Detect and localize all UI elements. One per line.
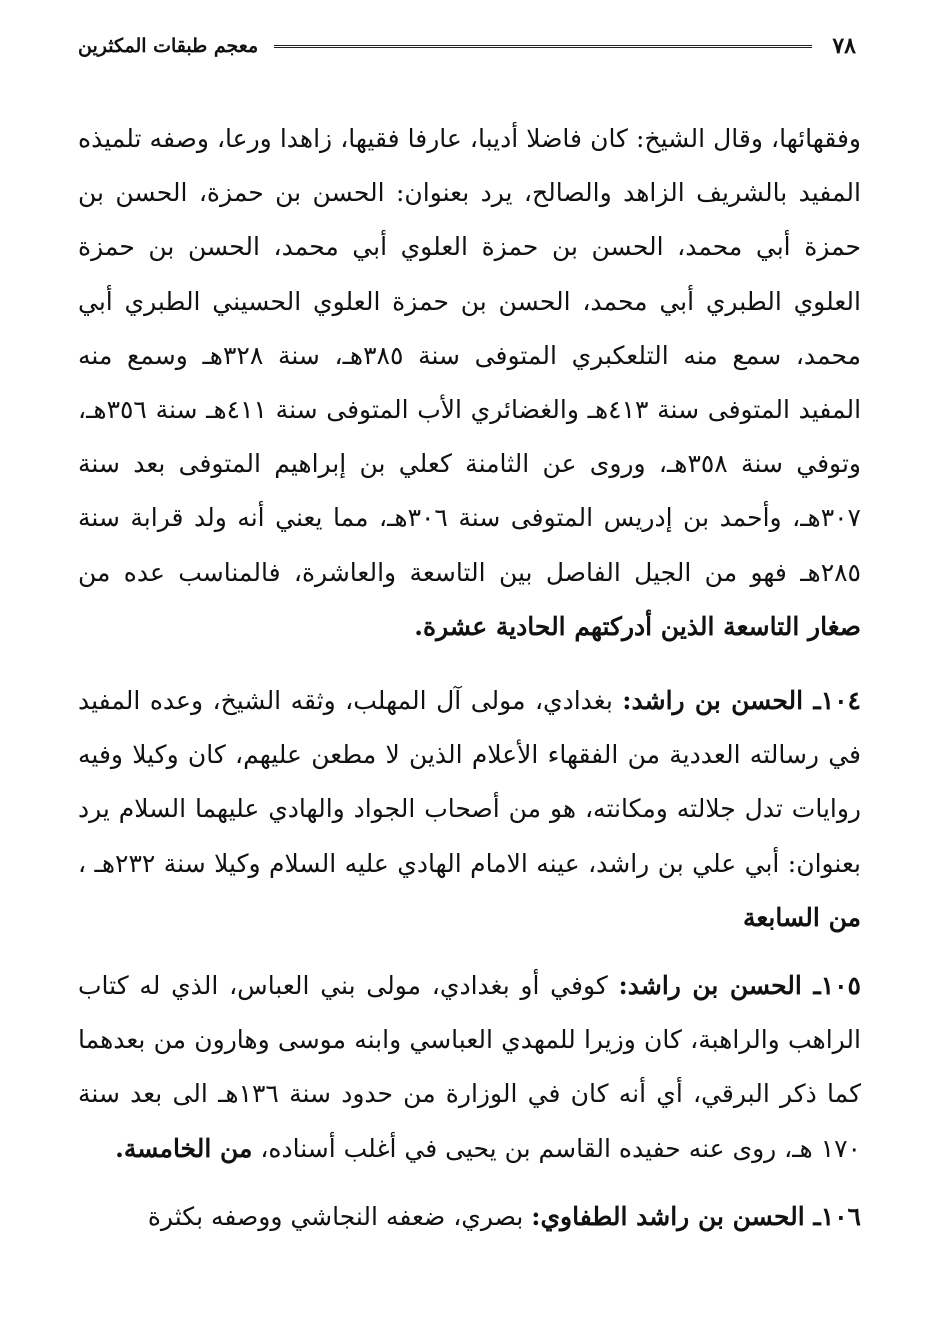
entry-text: كوفي أو بغدادي، مولى بني العباس، الذي له كتاب الراهب والراهبة، كان وزيرا للمهدي العباسي وابنه موسى وهارون من بعدهما كما ذكر البرقي، أي أنه كان في الوزارة من حدود سنة ١٣٦هـ الى بعد سنة ١٧٠ هـ، روى عنه حفيده القاسم بن يحيى في أغلب أسناده، bbox=[78, 971, 861, 1163]
entry-text: بغدادي، مولى آل المهلب، وثقه الشيخ، وعده المفيد في رسالته العددية من الفقهاء الأعلام الذين لا مطعن عليهم، كان وكيلا وفيه روايات تدل جلالته ومكانته، هو من أصحاب الجواد والهادي عليهما السلام يرد بعنوان: أبي علي بن راشد، عينه الامام الهادي عليه السلام وكيلا سنة ٢٣٢هـ ، bbox=[78, 686, 861, 878]
entry-head: ١٠٦ـ الحسن بن راشد الطفاوي: bbox=[531, 1201, 861, 1231]
entry-105 bbox=[78, 959, 861, 1176]
entry-head: ١٠٥ـ الحسن بن راشد: bbox=[618, 971, 861, 1001]
paragraph-text: وفقهائها، وقال الشيخ: كان فاضلا أديبا، عارفا فقيها، زاهدا ورعا، وصفه تلميذه المفيد بالشريف الزاهد والصالح، يرد بعنوان: الحسن بن حمزة، الحسن بن حمزة أبي محمد، الحسن بن حمزة العلوي أبي محمد، الحسن بن حمزة العلوي الطبري أبي محمد، الحسن بن حمزة العلوي الحسيني الطبري أبي محمد، سمع منه التلعكبري المتوفى سنة ٣٨٥هـ، سنة ٣٢٨هـ وسمع منه المفيد المتوفى سنة ٤١٣هـ والغضائري الأب المتوفى سنة ٤١١هـ سنة ٣٥٦هـ، وتوفي سنة ٣٥٨هـ، وروى عن الثامنة كعلي بن إبراهيم المتوفى بعد سنة ٣٠٧هـ، وأحمد بن إدريس المتوفى سنة ٣٠٦هـ، مما يعني أنه ولد قرابة سنة ٢٨٥هـ فهو من الجيل الفاصل بين التاسعة والعاشرة، فالمناسب عده من bbox=[78, 124, 862, 587]
running-title: معجم طبقات المكثرين bbox=[78, 35, 259, 57]
entry-106 bbox=[78, 1190, 861, 1244]
paragraph-bold-tail: صغار التاسعة الذين أدركتهم الحادية عشرة. bbox=[414, 611, 861, 641]
running-header bbox=[78, 28, 856, 64]
entry-tier: من السابعة bbox=[742, 902, 861, 932]
header-rule bbox=[274, 45, 812, 48]
entry-tier: من الخامسة. bbox=[115, 1133, 253, 1163]
entry-head: ١٠٤ـ الحسن بن راشد: bbox=[622, 686, 861, 716]
paragraph-continuation bbox=[78, 112, 861, 654]
entry-104 bbox=[78, 674, 861, 945]
page-number: ٧٨ bbox=[832, 33, 856, 59]
body-text bbox=[78, 112, 861, 1258]
entry-text: بصري، ضعفه النجاشي ووصفه بكثرة bbox=[147, 1201, 532, 1231]
